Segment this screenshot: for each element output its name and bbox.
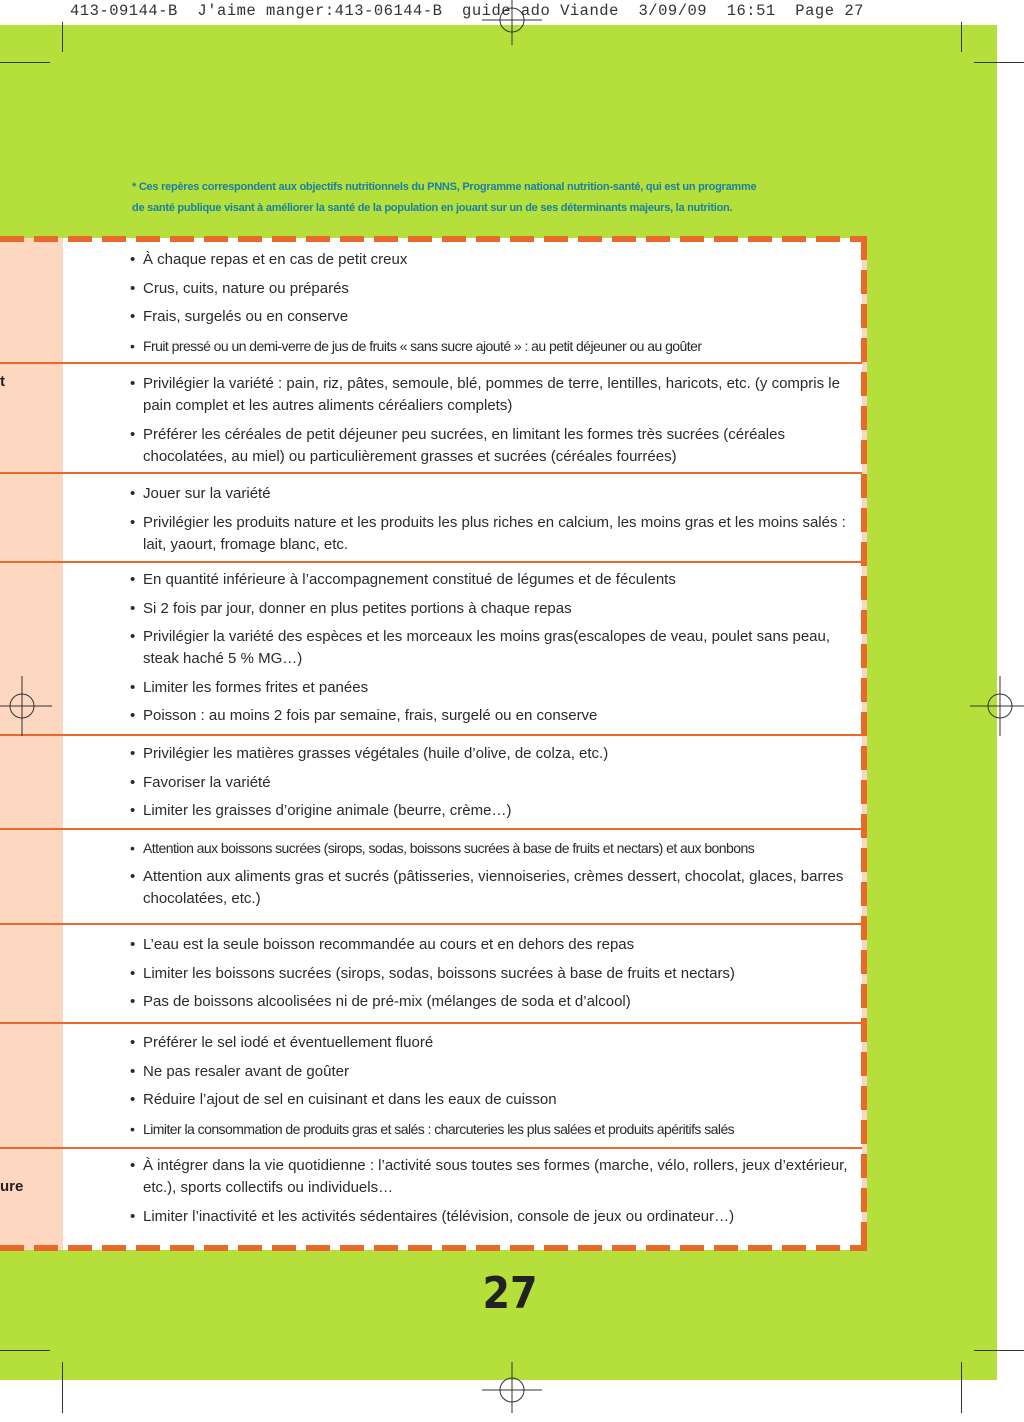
list-item: • Préférer les céréales de petit déjeuner peu sucrées, en limitant les formes très sucrées (céréales chocolatées, au miel) ou particulièrement grasses et sucrées (céréales fourrées) <box>130 425 785 465</box>
row-divider <box>0 923 862 925</box>
registration-mark-icon <box>482 0 542 60</box>
crop-mark <box>961 22 962 52</box>
table-row <box>118 1032 858 1146</box>
list-item: • L’eau est la seule boisson recommandée au cours et en dehors des repas <box>130 936 635 953</box>
crop-mark <box>62 22 63 52</box>
list-item: • Fruit pressé ou un demi-verre de jus de fruits « sans sucre ajouté » : au petit déjeuner ou au goûter <box>130 337 702 354</box>
table-row <box>118 373 858 474</box>
table-row <box>118 837 858 916</box>
footnote-line-1: * Ces repères correspondent aux objectifs nutritionnels du PNNS, Programme national nutrition-santé, qui est un programme <box>132 181 757 193</box>
crop-mark <box>974 62 1024 63</box>
list-item: • Réduire l’ajout de sel en cuisinant et dans les eaux de cuisson <box>130 1091 557 1108</box>
row-label: ure <box>0 1178 24 1195</box>
table-row <box>118 569 858 734</box>
table-row <box>118 743 858 829</box>
registration-mark-icon <box>0 676 52 736</box>
footnote <box>132 177 872 219</box>
list-item: • Favoriser la variété <box>130 773 271 791</box>
list-item: • Attention aux boissons sucrées (sirops, sodas, boissons sucrées à base de fruits et nectars) et aux bonbons <box>130 840 755 856</box>
list-item: • Limiter l’inactivité et les activités sédentaires (télévision, console de jeux ou ordinateur…) <box>130 1207 735 1225</box>
table-row <box>118 483 858 562</box>
table-row <box>118 249 858 363</box>
dashed-border-top <box>0 236 867 242</box>
list-item: • Limiter la consommation de produits gras et salés : charcuteries les plus salées et produits apéritifs salés <box>130 1120 735 1137</box>
row-divider <box>0 1147 862 1149</box>
list-item: • En quantité inférieure à l’accompagnement constitué de légumes et de féculents <box>130 571 676 588</box>
crop-mark <box>62 1362 63 1413</box>
list-item: • Attention aux aliments gras et sucrés (pâtisseries, viennoiseries, crèmes dessert, chocolat, glaces, barres chocolatées, etc.) <box>130 867 844 907</box>
list-item: • Frais, surgelés ou en conserve <box>130 308 349 325</box>
crop-mark <box>961 1362 962 1413</box>
list-item: • À chaque repas et en cas de petit creux <box>130 251 408 268</box>
list-item: • Limiter les boissons sucrées (sirops, sodas, boissons sucrées à base de fruits et nectars) <box>130 964 735 982</box>
list-item: • Jouer sur la variété <box>130 485 271 502</box>
crop-mark <box>0 62 50 63</box>
dashed-border-bottom <box>0 1245 867 1251</box>
list-item: • Préférer le sel iodé et éventuellement fluoré <box>130 1034 434 1051</box>
page-number: 27 <box>482 1268 538 1319</box>
list-item: • Privilégier la variété : pain, riz, pâtes, semoule, blé, pommes de terre, lentilles, haricots, etc. (y compris le pain complet et les autres aliments céréaliers complets) <box>130 375 840 414</box>
table-row <box>118 934 858 1020</box>
list-item: • Privilégier la variété des espèces et les morceaux les moins gras(escalopes de veau, poulet sans peau, steak haché 5 % MG…) <box>130 628 831 667</box>
row-label: t <box>0 373 5 390</box>
list-item: • Pas de boissons alcoolisées ni de pré-mix (mélanges de soda et d’alcool) <box>130 993 631 1010</box>
row-divider <box>0 1022 862 1024</box>
registration-mark-icon <box>482 1362 542 1422</box>
print-slug-header: 413-09144-B J'aime manger:413-06144-B guide ado Viande 3/09/09 16:51 Page 27 <box>70 2 864 20</box>
list-item: • Crus, cuits, nature ou préparés <box>130 279 349 297</box>
list-item: • Privilégier les matières grasses végétales (huile d’olive, de colza, etc.) <box>130 745 609 762</box>
list-item: • À intégrer dans la vie quotidienne : l’activité sous toutes ses formes (marche, vélo, rollers, jeux d’extérieur, etc.), sports collectifs ou individuels… <box>130 1157 848 1196</box>
list-item: • Poisson : au moins 2 fois par semaine, frais, surgelé ou en conserve <box>130 707 598 724</box>
list-item: • Limiter les graisses d’origine animale (beurre, crème…) <box>130 802 512 819</box>
crop-mark <box>0 1350 50 1351</box>
row-divider <box>0 734 862 736</box>
footnote-line-2: de santé publique visant à améliorer la santé de la population en jouant sur un de ses déterminants majeurs, la nutrition. <box>132 202 733 214</box>
table-row <box>118 1155 858 1234</box>
list-item: • Privilégier les produits nature et les produits les plus riches en calcium, les moins gras et les moins salés : lait, yaourt, fromage blanc, etc. <box>130 513 846 553</box>
list-item: • Si 2 fois par jour, donner en plus petites portions à chaque repas <box>130 599 572 617</box>
list-item: • Ne pas resaler avant de goûter <box>130 1062 349 1080</box>
dashed-border-right <box>861 236 867 1251</box>
registration-mark-icon <box>970 676 1024 736</box>
crop-mark <box>974 1350 1024 1351</box>
list-item: • Limiter les formes frites et panées <box>130 678 369 696</box>
